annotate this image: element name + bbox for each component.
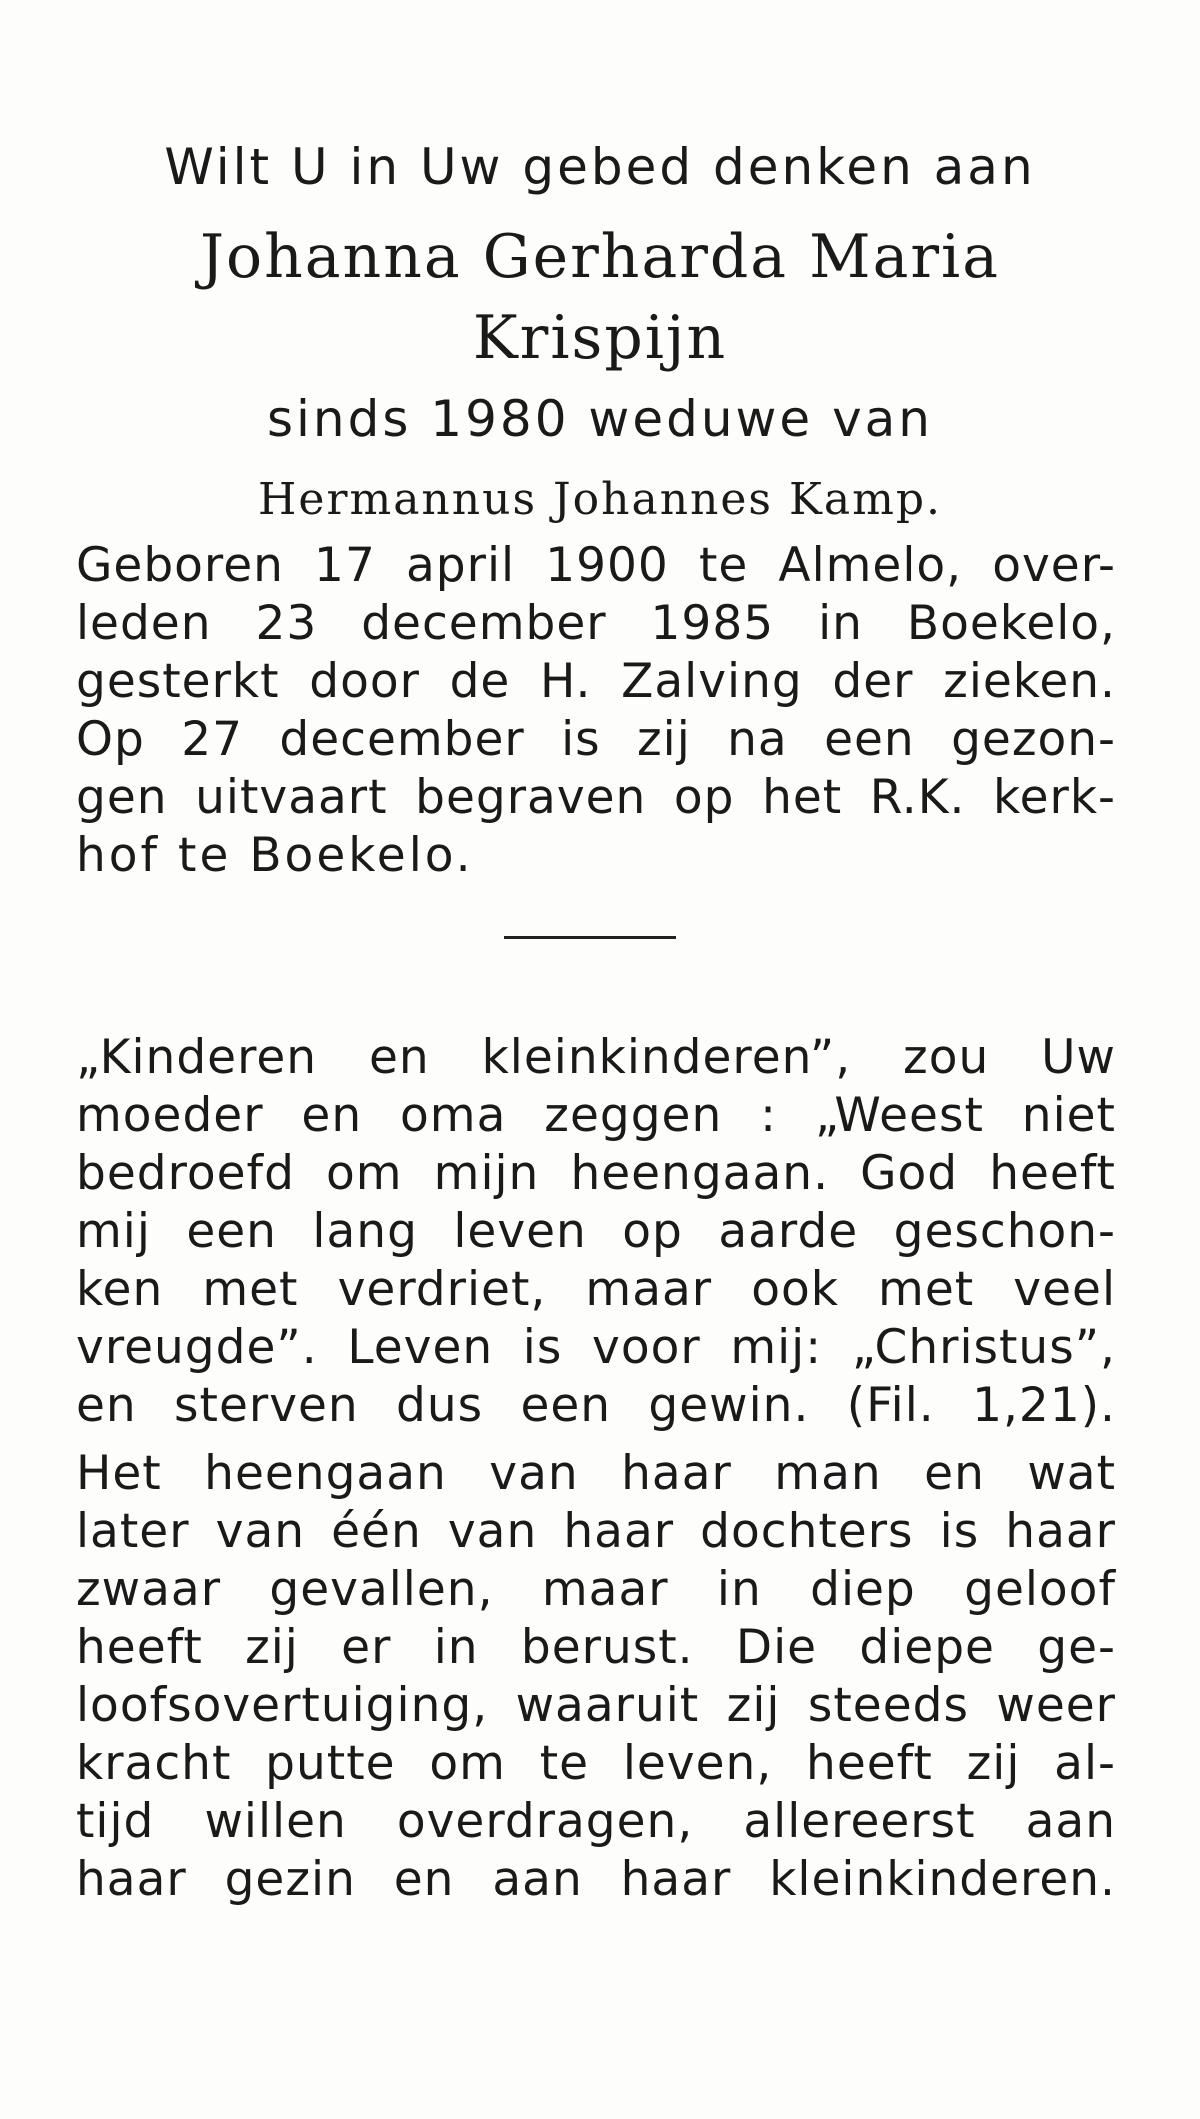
closing-line: later van één van haar dochters is haar bbox=[76, 1504, 1116, 1559]
closing-line: haar gezin en aan haar kleinkinderen. bbox=[76, 1852, 1116, 1907]
bio-line: Geboren 17 april 1900 te Almelo, over- bbox=[76, 538, 1116, 593]
intro-text: Wilt U in Uw gebed denken aan bbox=[164, 138, 1036, 196]
bio-line: gesterkt door de H. Zalving der zieken. bbox=[76, 654, 1116, 709]
section-divider bbox=[504, 936, 676, 939]
quote-line: mij een lang leven op aarde geschon- bbox=[76, 1204, 1116, 1259]
closing-line: loofsovertuiging, waaruit zij steeds weer bbox=[76, 1678, 1116, 1733]
quote-line: vreugde”. Leven is voor mij: „Christus”, bbox=[76, 1320, 1116, 1375]
closing-line: heeft zij er in berust. Die diepe ge- bbox=[76, 1620, 1116, 1675]
quote-line: moeder en oma zeggen : „Weest niet bbox=[76, 1088, 1116, 1143]
spouse-name: Hermannus Johannes Kamp. bbox=[258, 474, 942, 525]
closing-line: zwaar gevallen, maar in diep geloof bbox=[76, 1562, 1116, 1617]
closing-line: tijd willen overdragen, allereerst aan bbox=[76, 1794, 1116, 1849]
bio-line: leden 23 december 1985 in Boekelo, bbox=[76, 596, 1116, 651]
quote-line: ken met verdriet, maar ook met veel bbox=[76, 1262, 1116, 1317]
deceased-name-line-1: Johanna Gerharda Maria bbox=[199, 222, 1001, 292]
bio-line: Op 27 december is zij na een gezon- bbox=[76, 712, 1116, 767]
widow-line: sinds 1980 weduwe van bbox=[266, 390, 933, 448]
bio-line: gen uitvaart begraven op het R.K. kerk- bbox=[76, 770, 1116, 825]
deceased-name-line-2: Krispijn bbox=[472, 303, 728, 373]
quote-line: en sterven dus een gewin. (Fil. 1,21). bbox=[76, 1378, 1116, 1433]
quote-line: „Kinderen en kleinkinderen”, zou Uw bbox=[76, 1030, 1116, 1085]
closing-line: Het heengaan van haar man en wat bbox=[76, 1446, 1116, 1501]
bio-line: hof te Boekelo. bbox=[76, 828, 474, 883]
closing-line: kracht putte om te leven, heeft zij al- bbox=[76, 1736, 1116, 1791]
quote-line: bedroefd om mijn heengaan. God heeft bbox=[76, 1146, 1116, 1201]
